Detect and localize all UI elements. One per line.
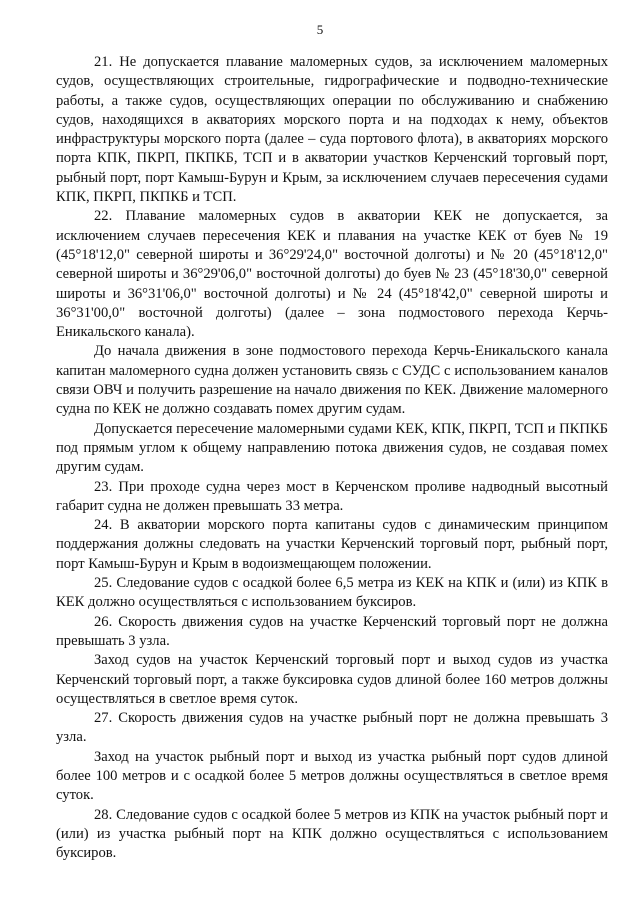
paragraph-22-crossing: Допускается пересечение маломерными судами КЕК, КПК, ПКРП, ТСП и ПКПКБ под прямым углом к общему направлению потока движения судов, не создавая помех другим судам. <box>56 420 608 476</box>
paragraph-21: 21. Не допускается плавание маломерных судов, за исключением маломерных судов, осуществляющих строительные, гидрографические и подводно-технические работы, а также судов, осуществляющих операции по обслуживанию и снабжению судов, находящихся в акваториях морского порта и на подходах к нему, объектов инфраструктуры морского порта (далее – суда портового флота), в акваториях морского порта КПК, ПКРП, ПКПКБ, ТСП и в акватории участков Керченский торговый порт, рыбный порт, порт Камыш-Бурун и Крым, за исключением случаев пересечения судами КПК, ПКРП, ПКПКБ и ТСП. <box>56 54 608 206</box>
paragraph-26-daylight: Заход судов на участок Керченский торговый порт и выход судов из участка Керченский торговый порт, а также буксировка судов длиной более 160 метров должны осуществляться в светлое время суток. <box>56 652 608 707</box>
paragraph-27-daylight: Заход на участок рыбный порт и выход из участка рыбный порт судов длиной более 100 метров и с осадкой более 5 метров должны осуществляться в светлое время суток. <box>56 748 608 804</box>
page-number: 5 <box>316 22 324 37</box>
paragraph-25: 25. Следование судов с осадкой более 6,5 метра из КЕК на КПК и (или) из КПК в КЕК должно осуществляться с использованием буксиров. <box>56 575 608 611</box>
paragraph-26: 26. Скорость движения судов на участке Керченский торговый порт не должна превышать 3 узла. <box>56 613 608 649</box>
paragraph-24: 24. В акватории морского порта капитаны судов с динамическим принципом поддержания должны следовать на участки Керченский торговый порт, рыбный порт, порт Камыш-Бурун и Крым в водоизмещающем положении. <box>56 517 608 572</box>
paragraph-23: 23. При проходе судна через мост в Керченском проливе надводный высотный габарит судна не должен превышать 33 метра. <box>56 478 608 514</box>
paragraph-22-vhf-contact: До начала движения в зоне подмостового перехода Керчь-Еникальского канала капитан маломерного судна должен установить связь с СУДС с использованием каналов связи ОВЧ и получить разрешение на начало движения по КЕК. Движение маломерного судна по КЕК не должно создавать помех другим судам. <box>56 343 608 418</box>
document-body <box>56 53 608 863</box>
paragraph-22: 22. Плавание маломерных судов в акватории КЕК не допускается, за исключением случаев пересечения КЕК и плавания на участке КЕК от буев № 19 (45°18'12,0" северной широты и 36°29'24,0" восточной долготы) и № 20 (45°18'12,0" северной широты и 36°29'06,0" восточной долготы) до буев № 23 (45°18'30,0" северной широты и 36°31'06,0" восточной долготы) и № 24 (45°18'42,0" северной широты и 36°31'00,0" восточной долготы) (далее – зона подмостового перехода Керчь-Еникальского канала). <box>56 208 608 341</box>
paragraph-28: 28. Следование судов с осадкой более 5 метров из КПК на участок рыбный порт и (или) из участка рыбный порт на КПК должно осуществляться с использованием буксиров. <box>56 806 608 862</box>
paragraph-27: 27. Скорость движения судов на участке рыбный порт не должна превышать 3 узла. <box>56 710 608 746</box>
